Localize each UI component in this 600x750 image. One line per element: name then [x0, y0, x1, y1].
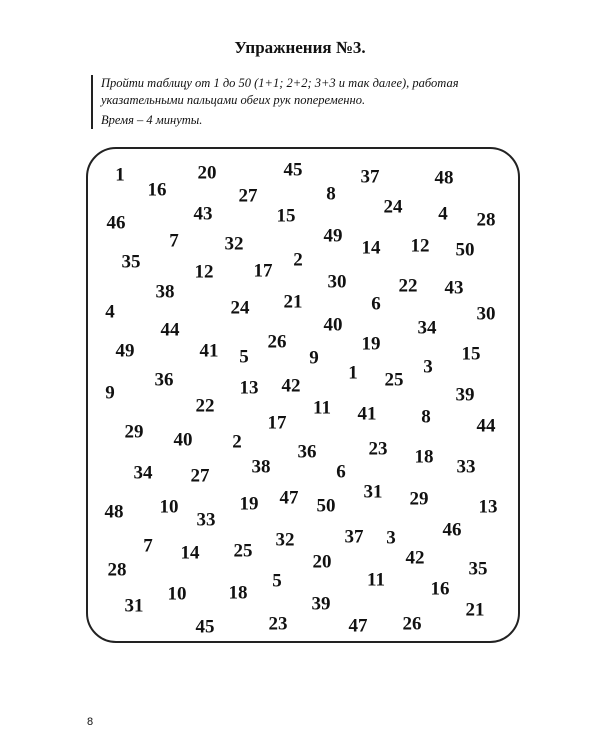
table-number[interactable]: 1 — [348, 362, 358, 384]
table-number[interactable]: 42 — [405, 547, 425, 569]
table-number[interactable]: 28 — [107, 559, 127, 581]
table-number[interactable]: 6 — [371, 293, 381, 315]
table-number[interactable]: 45 — [283, 159, 303, 181]
table-number[interactable]: 10 — [167, 583, 187, 605]
table-number[interactable]: 27 — [238, 185, 258, 207]
table-number[interactable]: 46 — [442, 519, 462, 541]
table-number[interactable]: 35 — [121, 251, 141, 273]
table-number[interactable]: 30 — [327, 271, 347, 293]
table-number[interactable]: 4 — [438, 203, 448, 225]
table-number[interactable]: 14 — [361, 237, 381, 259]
table-number[interactable]: 45 — [195, 616, 215, 638]
table-number[interactable]: 2 — [293, 249, 303, 271]
table-number[interactable]: 36 — [297, 441, 317, 463]
table-number[interactable]: 21 — [465, 599, 485, 621]
table-number[interactable]: 32 — [275, 529, 295, 551]
table-number[interactable]: 22 — [195, 395, 215, 417]
table-number[interactable]: 17 — [267, 412, 287, 434]
table-number[interactable]: 40 — [173, 429, 193, 451]
table-number[interactable]: 20 — [197, 162, 217, 184]
table-number[interactable]: 6 — [336, 461, 346, 483]
table-number[interactable]: 31 — [124, 595, 144, 617]
table-number[interactable]: 43 — [193, 203, 213, 225]
page-title: Упражнения №3. — [234, 38, 366, 57]
table-number[interactable]: 12 — [410, 235, 430, 257]
table-number[interactable]: 16 — [430, 578, 450, 600]
table-number[interactable]: 46 — [106, 212, 126, 234]
table-number[interactable]: 35 — [468, 558, 488, 580]
table-number[interactable]: 29 — [124, 421, 144, 443]
table-number[interactable]: 50 — [316, 495, 336, 517]
table-number[interactable]: 31 — [363, 481, 383, 503]
table-number[interactable]: 33 — [456, 456, 476, 478]
table-number[interactable]: 33 — [196, 509, 216, 531]
table-number[interactable]: 50 — [455, 239, 475, 261]
table-number[interactable]: 18 — [414, 446, 434, 468]
table-number[interactable]: 32 — [224, 233, 244, 255]
table-number[interactable]: 9 — [105, 382, 115, 404]
table-number[interactable]: 38 — [155, 281, 175, 303]
table-number[interactable]: 10 — [159, 496, 179, 518]
table-number[interactable]: 40 — [323, 314, 343, 336]
table-number[interactable]: 47 — [348, 615, 368, 637]
table-number[interactable]: 42 — [281, 375, 301, 397]
table-number[interactable]: 18 — [228, 582, 248, 604]
table-number[interactable]: 14 — [180, 542, 200, 564]
table-number[interactable]: 34 — [133, 462, 153, 484]
table-number[interactable]: 19 — [361, 333, 381, 355]
table-number[interactable]: 39 — [311, 593, 331, 615]
table-number[interactable]: 26 — [402, 613, 422, 635]
table-number[interactable]: 5 — [272, 570, 282, 592]
table-number[interactable]: 12 — [194, 261, 214, 283]
table-number[interactable]: 25 — [233, 540, 253, 562]
table-number[interactable]: 25 — [384, 369, 404, 391]
table-number[interactable]: 30 — [476, 303, 496, 325]
table-number[interactable]: 8 — [421, 406, 431, 428]
time-limit-text: Время – 4 минуты. — [101, 113, 203, 127]
table-number[interactable]: 41 — [357, 403, 377, 425]
table-number[interactable]: 20 — [312, 551, 332, 573]
page-number: 8 — [87, 716, 94, 728]
table-number[interactable]: 16 — [147, 179, 167, 201]
table-number[interactable]: 37 — [344, 526, 364, 548]
table-number[interactable]: 26 — [267, 331, 287, 353]
table-number[interactable]: 17 — [253, 260, 273, 282]
table-number[interactable]: 37 — [360, 166, 380, 188]
table-number[interactable]: 3 — [386, 527, 396, 549]
instructions-text: Пройти таблицу от 1 до 50 (1+1; 2+2; 3+3 и так далее), работая указательными пальцами обеих рук попеременно. — [101, 76, 459, 107]
table-number[interactable]: 11 — [367, 569, 385, 591]
table-number[interactable]: 15 — [276, 205, 296, 227]
table-number[interactable]: 9 — [309, 347, 319, 369]
table-number[interactable]: 11 — [313, 397, 331, 419]
table-number[interactable]: 3 — [423, 356, 433, 378]
table-number[interactable]: 34 — [417, 317, 437, 339]
table-number[interactable]: 44 — [476, 415, 496, 437]
table-number[interactable]: 44 — [160, 319, 180, 341]
table-number[interactable]: 7 — [143, 535, 153, 557]
table-number[interactable]: 13 — [239, 377, 259, 399]
table-number[interactable]: 38 — [251, 456, 271, 478]
table-number[interactable]: 13 — [478, 496, 498, 518]
table-number[interactable]: 1 — [115, 164, 125, 186]
table-number[interactable]: 23 — [268, 613, 288, 635]
table-number[interactable]: 5 — [239, 346, 249, 368]
table-number[interactable]: 21 — [283, 291, 303, 313]
table-number[interactable]: 49 — [115, 340, 135, 362]
table-number[interactable]: 23 — [368, 438, 388, 460]
table-number[interactable]: 27 — [190, 465, 210, 487]
table-number[interactable]: 29 — [409, 488, 429, 510]
table-number[interactable]: 24 — [383, 196, 403, 218]
table-number[interactable]: 43 — [444, 277, 464, 299]
table-number[interactable]: 28 — [476, 209, 496, 231]
table-number[interactable]: 49 — [323, 225, 343, 247]
table-number[interactable]: 19 — [239, 493, 259, 515]
table-number[interactable]: 8 — [326, 183, 336, 205]
table-number[interactable]: 47 — [279, 487, 299, 509]
table-number[interactable]: 41 — [199, 340, 219, 362]
table-number[interactable]: 2 — [232, 431, 242, 453]
table-number[interactable]: 36 — [154, 369, 174, 391]
table-number[interactable]: 48 — [434, 167, 454, 189]
table-number[interactable]: 24 — [230, 297, 250, 319]
table-number[interactable]: 15 — [461, 343, 481, 365]
table-number[interactable]: 39 — [455, 384, 475, 406]
instructions-block — [91, 75, 521, 129]
table-number[interactable]: 48 — [104, 501, 124, 523]
table-number[interactable]: 7 — [169, 230, 179, 252]
table-number[interactable]: 22 — [398, 275, 418, 297]
table-number[interactable]: 4 — [105, 301, 115, 323]
